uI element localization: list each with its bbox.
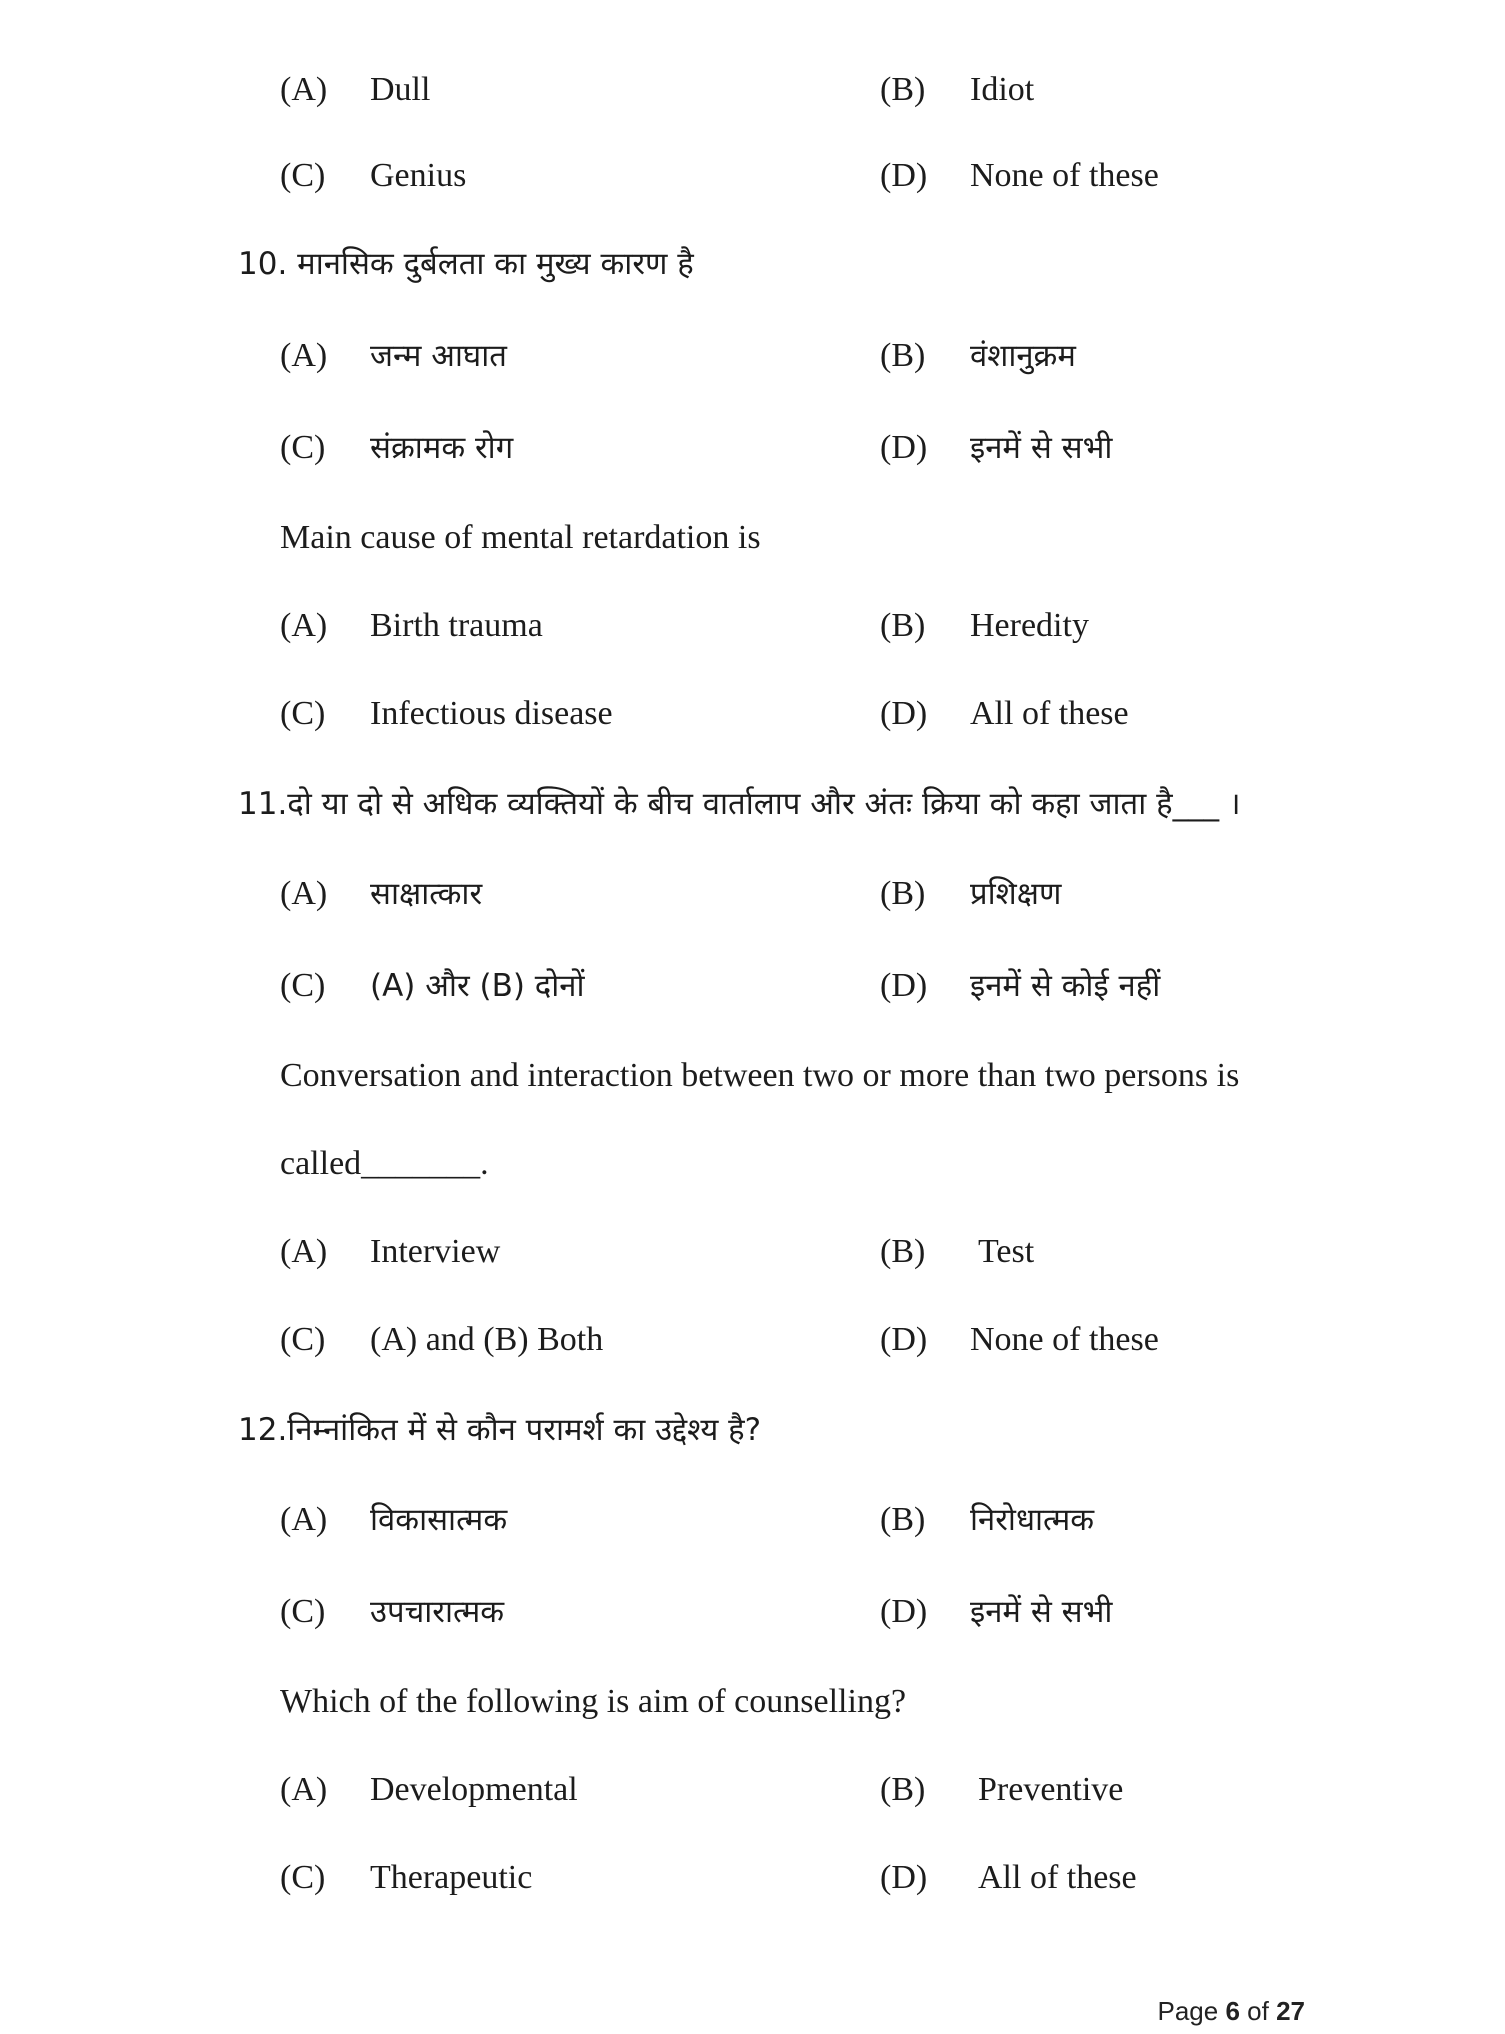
q12-english-option-d-text: All of these (978, 1859, 1137, 1896)
q12-hindi-option-b-letter: (B) (880, 1501, 926, 1538)
of-word: of (1247, 1996, 1269, 2026)
q9-option-c-letter: (C) (280, 157, 326, 194)
page-word: Page (1157, 1996, 1219, 2026)
q12-english-option-b-text: Preventive (978, 1771, 1124, 1808)
q10-english-option-d-letter: (D) (880, 695, 928, 732)
q12-english-option-a-letter: (A) (280, 1771, 328, 1808)
q11-hindi-option-d-letter: (D) (880, 967, 928, 1004)
q11-hindi-option-a-letter: (A) (280, 875, 328, 912)
q12-hindi-option-c-letter: (C) (280, 1593, 326, 1630)
q12-english-option-b-letter: (B) (880, 1771, 926, 1808)
page-total: 27 (1276, 1996, 1305, 2026)
q11-hindi-option-b-letter: (B) (880, 875, 926, 912)
q10-english-option-a-letter: (A) (280, 607, 328, 644)
q11-english-option-a-letter: (A) (280, 1233, 328, 1270)
q10-hindi-option-c-text: संक्रामक रोग (370, 430, 514, 466)
q9-option-d-text: None of these (970, 157, 1159, 194)
q10-hindi-question: 10. मानसिक दुर्बलता का मुख्य कारण है (238, 246, 694, 282)
q11-hindi-option-c-text: (A) और (B) दोनों (370, 968, 585, 1004)
q11-hindi-option-b-text: प्रशिक्षण (970, 876, 1062, 912)
q11-english-question-line2: called_______. (280, 1145, 489, 1182)
q12-hindi-option-a-text: विकासात्मक (370, 1502, 508, 1538)
page-footer (1157, 1996, 1305, 2026)
q9-option-a-text: Dull (370, 71, 431, 108)
q10-hindi-option-b-letter: (B) (880, 337, 926, 374)
q12-hindi-option-d-letter: (D) (880, 1593, 928, 1630)
q9-option-b-letter: (B) (880, 71, 926, 108)
q9-option-a-letter: (A) (280, 71, 328, 108)
q11-hindi-question: 11.दो या दो से अधिक व्यक्तियों के बीच वार्तालाप और अंतः क्रिया को कहा जाता है___ । (238, 786, 1241, 822)
q10-english-option-b-text: Heredity (970, 607, 1089, 644)
q11-english-option-c-text: (A) and (B) Both (370, 1321, 604, 1358)
q12-english-option-d-letter: (D) (880, 1859, 928, 1896)
q12-hindi-option-b-text: निरोधात्मक (970, 1502, 1095, 1538)
q12-hindi-question: 12.निम्नांकित में से कौन परामर्श का उद्देश्य है? (238, 1412, 762, 1448)
q12-english-option-c-letter: (C) (280, 1859, 326, 1896)
q10-hindi-option-b-text: वंशानुक्रम (970, 338, 1076, 374)
q10-english-option-c-letter: (C) (280, 695, 326, 732)
q10-english-option-b-letter: (B) (880, 607, 926, 644)
q11-english-question-line1: Conversation and interaction between two or more than two persons is (280, 1057, 1240, 1094)
q11-english-option-b-text: Test (978, 1233, 1035, 1270)
q10-hindi-option-a-text: जन्म आघात (370, 338, 507, 374)
q10-hindi-option-d-letter: (D) (880, 429, 928, 466)
page-number: 6 (1225, 1996, 1240, 2026)
q11-english-option-a-text: Interview (370, 1233, 501, 1270)
q12-hindi-option-a-letter: (A) (280, 1501, 328, 1538)
q9-option-c-text: Genius (370, 157, 467, 194)
q11-hindi-option-a-text: साक्षात्कार (370, 876, 483, 912)
q9-option-d-letter: (D) (880, 157, 928, 194)
q11-english-option-b-letter: (B) (880, 1233, 926, 1270)
q10-english-option-a-text: Birth trauma (370, 607, 543, 644)
q12-english-option-a-text: Developmental (370, 1771, 578, 1808)
q11-hindi-option-c-letter: (C) (280, 967, 326, 1004)
q12-hindi-option-c-text: उपचारात्मक (370, 1594, 505, 1630)
q10-english-option-c-text: Infectious disease (370, 695, 613, 732)
q10-hindi-option-c-letter: (C) (280, 429, 326, 466)
q11-hindi-option-d-text: इनमें से कोई नहीं (970, 968, 1161, 1004)
q10-english-option-d-text: All of these (970, 695, 1129, 732)
q9-option-b-text: Idiot (970, 71, 1035, 108)
q10-hindi-option-d-text: इनमें से सभी (970, 430, 1113, 466)
q10-english-question: Main cause of mental retardation is (280, 519, 761, 556)
q11-english-option-c-letter: (C) (280, 1321, 326, 1358)
q11-english-option-d-text: None of these (970, 1321, 1159, 1358)
q11-english-option-d-letter: (D) (880, 1321, 928, 1358)
q12-english-question: Which of the following is aim of counselling? (280, 1683, 907, 1720)
q12-hindi-option-d-text: इनमें से सभी (970, 1594, 1113, 1630)
q12-english-option-c-text: Therapeutic (370, 1859, 533, 1896)
q10-hindi-option-a-letter: (A) (280, 337, 328, 374)
